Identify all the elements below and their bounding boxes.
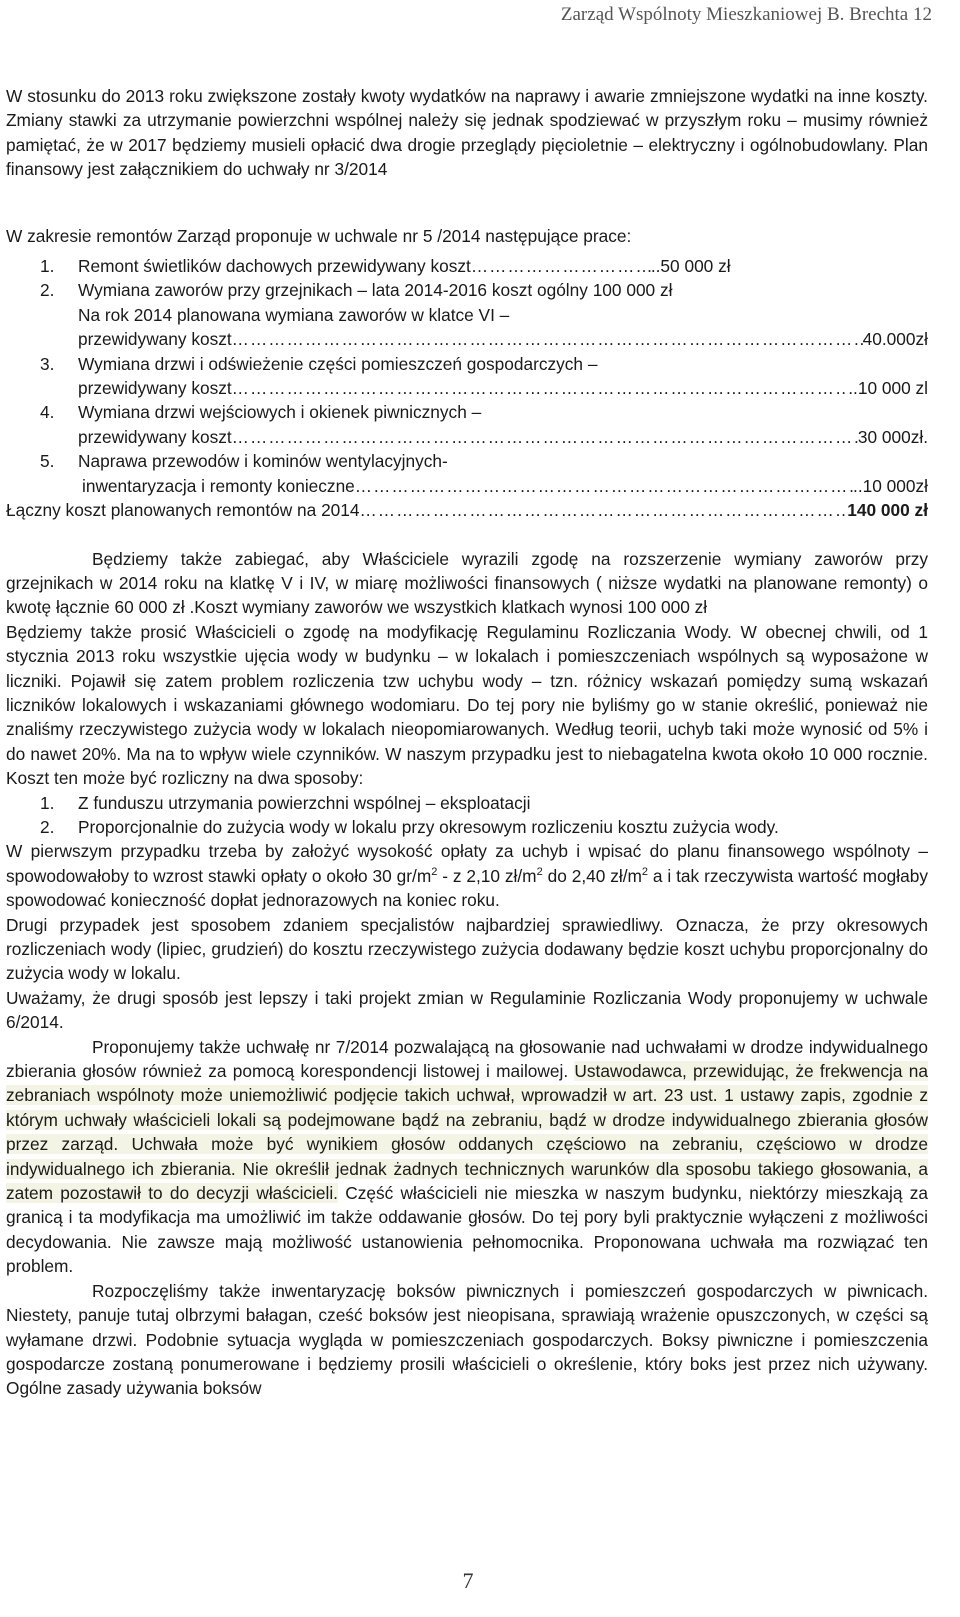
highlighted-text: Ustawodawca, przewidując, że frekwencja na zebraniach wspólnoty może uniemożliwić podjęcie takich uchwał, wprowadził w art. 23 ust. 1 ustawy zapis, zgodnie z którym uchwały właścicieli lokali są podejmowane bądź na zebraniu, bądź w drodze indywidualnego zbierania głosów przez zarząd. Uchwała może być wynikiem głosów oddanych częściowo na zebraniu, częściowo w drodze indywidualnego ich zbierania. Nie określił jednak żadnych technicznych warunków dla sposobu takiego głosowania, a zatem pozostawił to do decyzji właścicieli. (6, 1061, 928, 1204)
repair-item-cost-line (78, 425, 928, 449)
way-item-1 (6, 791, 928, 815)
repair-item-line: Naprawa przewodów i kominów wentylacyjnych- (78, 451, 448, 472)
repair-item-number: 1. (40, 256, 55, 277)
text-run: a i tak rzeczywista wartość mogłaby spowodować konieczność dopłat jednorazowych na koniec roku. (6, 865, 928, 911)
repair-item-3 (6, 352, 928, 401)
repair-item-number: 5. (40, 451, 55, 472)
paragraph-conclusion: Uważamy, że drugi sposób jest lepszy i taki projekt zmian w Regulaminie Rozliczania Wody proponujemy w uchwale 6/2014. (6, 987, 928, 1033)
way-item-text: Proporcjonalnie do zużycia wody w lokalu przy okresowym rozliczeniu kosztu zużycia wody. (78, 816, 779, 837)
leader-dots (232, 425, 858, 449)
intro-paragraph: W stosunku do 2013 roku zwiększone zostały kwoty wydatków na naprawy i awarie zmniejszone wydatki na inne koszty. Zmiany stawki za utrzymanie powierzchni wspólnej należy się jednak spodziewać w przyszłym roku – musimy również pamiętać, że w 2017 będziemy musieli opłacić dwa drogie przeglądy pięcioletnie – elektryczny i ogólnobudowlany. Plan finansowy jest załącznikiem do uchwały nr 3/2014 (6, 86, 928, 180)
leader-dots (232, 376, 849, 400)
repair-item-text: przewidywany koszt (78, 378, 232, 399)
repair-item-4 (6, 400, 928, 449)
way-item-text: Z funduszu utrzymania powierzchni wspólnej – eksploatacji (78, 792, 531, 813)
paragraph-valves: Będziemy także zabiegać, aby Właściciele wyrazili zgodę na rozszerzenie wymiany zaworów przy grzejnikach w 2014 roku na klatkę V i IV, w miarę możliwości finansowych ( niższe wydatki na planowane remonty) o kwotę łącznie 60 000 zł .Koszt wymiany zaworów we wszystkich klatkach wynosi 100 000 zł (6, 548, 928, 618)
repair-item-amount: ..10 000 zl (848, 378, 928, 399)
text-run: do 2,40 zł/m (542, 865, 642, 886)
repair-item-line: Wymiana drzwi wejściowych i okienek piwnicznych – (78, 402, 482, 423)
repair-item-amount: ..10 000zł (853, 475, 928, 496)
total-label: Łączny koszt planowanych remontów na 2014 (6, 500, 360, 521)
way-item-number: 1. (40, 792, 55, 813)
paragraph-basements: Rozpoczęliśmy także inwentaryzację boksów piwnicznych i pomieszczeń gospodarczych w piwnicach. Niestety, panuje tutaj olbrzymi bałagan, cześć boksów jest nieopisana, sprawiają wrażenie opuszczonych, w części są wyłamane drzwi. Podobnie sytuacja wygląda w pomieszczeniach gospodarczych. Boksy piwniczne i pomieszczenia gospodarcze zostaną ponumerowane i będziemy prosili właścicieli o określenie, który boks jest przez nich używany. Ogólne zasady używania boksów (6, 1280, 928, 1399)
superscript: 2 (431, 866, 438, 879)
repair-item-amount: ..50 000 zł (650, 256, 731, 277)
repair-item-cost-line (78, 376, 928, 400)
way-item-number: 2. (40, 816, 55, 837)
repair-item-line: Na rok 2014 planowana wymiana zaworów w klatce VI – (78, 304, 510, 325)
repairs-total (6, 498, 928, 522)
text-run: Proponujemy także uchwałę nr 7/2014 pozwalającą na głosowanie nad uchwałami w drodze indywidualnego zbierania głosów również za pomocą korespondencji listowej i mailowej. (6, 1036, 928, 1082)
way-item-2 (6, 815, 928, 839)
repair-item-text: przewidywany koszt (78, 426, 232, 447)
repair-item-number: 4. (40, 402, 55, 423)
repair-item-amount: 30 000zł. (857, 426, 928, 447)
repair-item-line: Wymiana zaworów przy grzejnikach – lata 2014-2016 koszt ogólny 100 000 zł (78, 280, 673, 301)
repair-item-5 (6, 449, 928, 498)
repair-item-cost-line (78, 327, 928, 351)
repair-item-1 (6, 254, 928, 278)
leader-dots (232, 327, 863, 351)
paragraph-voting (6, 1035, 928, 1279)
leader-dots (355, 474, 853, 498)
text-run: W pierwszym przypadku trzeba by założyć wysokość opłaty za uchyb i wpisać do planu finansowego wspólnoty – spowodowałoby to wzrost stawki opłaty o około 30 gr/m (6, 841, 928, 886)
text-run: Część właścicieli nie mieszka w naszym budynku, niektórzy mieszkają za granicą i ta modyfikacja ma umożliwić im także oddawanie głosów. Do tej pory byli praktycznie wyłączeni z możliwości decydowania. Nie zawsze mają możliwość ustanowienia pełnomocnika. Proponowana uchwała ma rozwiązać ten problem. (6, 1183, 928, 1277)
repair-item-line: Wymiana drzwi i odświeżenie części pomieszczeń gospodarczych – (78, 353, 598, 374)
document-body (6, 84, 928, 1401)
paragraph-first-case (6, 839, 928, 912)
repair-item-text: przewidywany koszt (78, 329, 232, 350)
total-amount: 140 000 zł (847, 500, 928, 521)
repair-item-text: inwentaryzacja i remonty konieczne (82, 475, 355, 496)
repair-item-cost-line (78, 474, 928, 498)
text-run: - z 2,10 zł/m (437, 865, 537, 886)
repair-item-text: Remont świetlików dachowych przewidywany koszt (78, 256, 471, 277)
superscript: 2 (641, 866, 649, 879)
repair-item-amount: 40.000zł (862, 329, 928, 350)
repair-item-number: 2. (40, 280, 55, 301)
repair-item-number: 3. (40, 353, 55, 374)
paragraph-second-case: Drugi przypadek jest sposobem zdaniem specjalistów najbardziej sprawiedliwy. Oznacza, że przy okresowych rozliczeniach wody (lipiec, grudzień) do kosztu rzeczywistego zużycia dodawany będzie koszt uchybu proporcjonalny do zużycia wody w lokalu. (6, 914, 928, 984)
repairs-lead: W zakresie remontów Zarząd proponuje w uchwale nr 5 /2014 następujące prace: (6, 225, 632, 246)
paragraph-water-regulation: Będziemy także prosić Właścicieli o zgodę na modyfikację Regulaminu Rozliczania Wody. W obecnej chwili, od 1 stycznia 2013 roku wszystkie ujęcia wody w budynku – w lokalach i pomieszczeniach wspólnych są wyposażone w liczniki. Pojawił się zatem problem rozliczenia tzw uchybu wody – tzn. różnicy wskazań pomiędzy sumą wskazań liczników lokalowych i wskazaniami głównego wodomiaru. Do tej pory nie byliśmy go w stanie określić, ponieważ nie znaliśmy rzeczywistego zużycia wody w lokalach nieopomiarowanych. Według teorii, uchyb taki może wynosić od 5% i do nawet 20%. Ma na to wpływ wiele czynników. W naszym przypadku jest to niebagatelna kwota około 10 000 rocznie. Koszt ten może być rozliczny na dwa sposoby: (6, 621, 928, 789)
repair-item-2 (6, 278, 928, 351)
superscript: 2 (536, 866, 543, 879)
leader-dots (471, 254, 651, 278)
leader-dots (360, 498, 848, 522)
document-header: Zarząd Wspólnoty Mieszkaniowej B. Brechta 12 (560, 4, 932, 25)
page-number: 7 (462, 1568, 474, 1593)
